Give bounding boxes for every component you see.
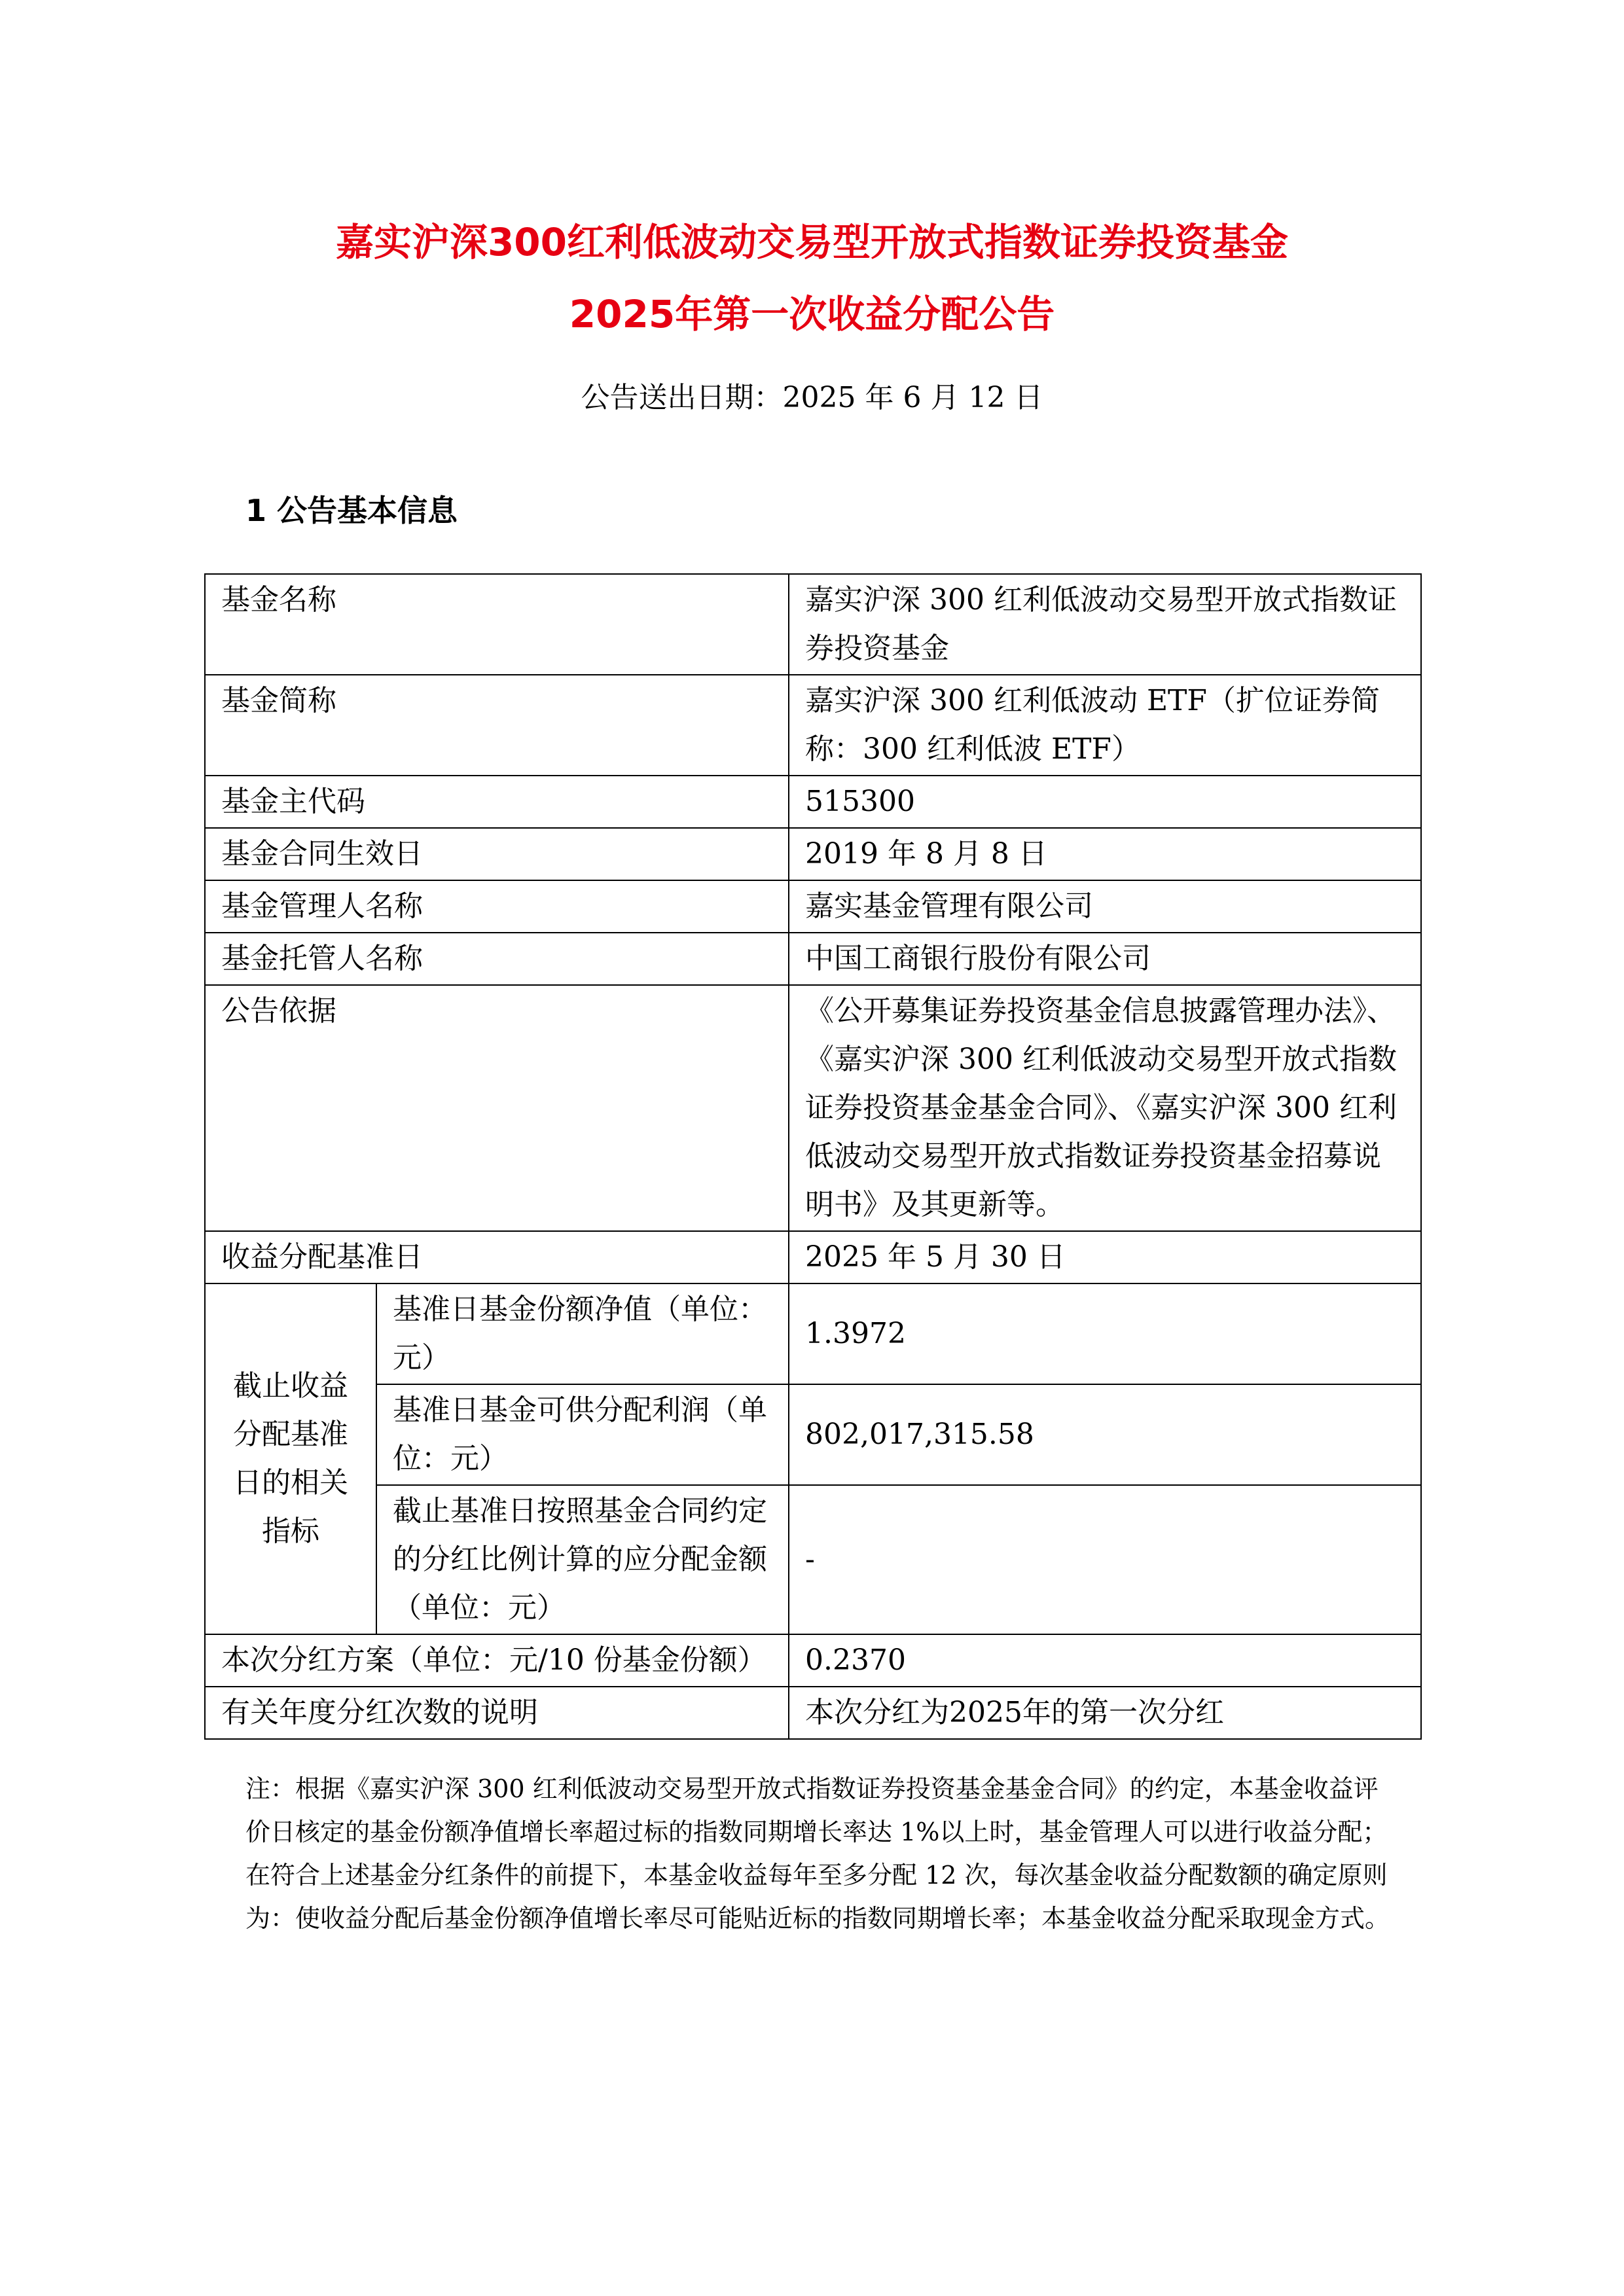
table-row bbox=[205, 574, 1421, 675]
custodian-value: 中国工商银行股份有限公司 bbox=[789, 933, 1421, 985]
nav-value: 1.3972 bbox=[789, 1283, 1421, 1384]
footnote: 注：根据《嘉实沪深 300 红利低波动交易型开放式指数证券投资基金基金合同》的约定，本基金收益评价日核定的基金份额净值增长率超过标的指数同期增长率达 1%以上时，基金管理人可以进行收益分配；在符合上述基金分红条件的前提下，本基金收益每年至多分配 12 次，每次基金收益分配数额的确定原则为：使收益分配后基金份额净值增长率尽可能贴近标的指数同期增长率；本基金收益分配采取现金方式。 bbox=[245, 1774, 1390, 1933]
payable-label: 截止基准日按照基金合同约定的分红比例计算的应分配金额（单位：元） bbox=[376, 1485, 789, 1634]
profit-value: 802,017,315.58 bbox=[789, 1384, 1421, 1485]
table-row bbox=[205, 1384, 1421, 1485]
custodian-label: 基金托管人名称 bbox=[205, 933, 789, 985]
announcement-date: 公告送出日期：2025 年 6 月 12 日 bbox=[581, 381, 1043, 414]
table-row bbox=[205, 1231, 1421, 1283]
table-row bbox=[205, 1634, 1421, 1687]
table-row bbox=[205, 985, 1421, 1231]
plan-value: 0.2370 bbox=[789, 1634, 1421, 1687]
table-row bbox=[205, 933, 1421, 985]
times-value: 本次分红为2025年的第一次分红 bbox=[789, 1687, 1421, 1739]
table-row bbox=[205, 1485, 1421, 1634]
fund-code-label: 基金主代码 bbox=[205, 776, 789, 828]
basis-value: 《公开募集证券投资基金信息披露管理办法》、《嘉实沪深 300 红利低波动交易型开放式指数证券投资基金基金合同》、《嘉实沪深 300 红利低波动交易型开放式指数证券投资基金招募说明书》及其更新等。 bbox=[789, 985, 1421, 1231]
base-date-label: 收益分配基准日 bbox=[205, 1231, 789, 1283]
indicator-group-label: 截止收益分配基准日的相关指标 bbox=[205, 1283, 376, 1634]
fund-name-label: 基金名称 bbox=[205, 574, 789, 675]
fund-short-name-value: 嘉实沪深 300 红利低波动 ETF（扩位证券简称：300 红利低波 ETF） bbox=[789, 675, 1421, 776]
basis-label: 公告依据 bbox=[205, 985, 789, 1231]
manager-label: 基金管理人名称 bbox=[205, 880, 789, 933]
section-heading: 1 公告基本信息 bbox=[245, 493, 458, 528]
fund-info-table bbox=[204, 573, 1422, 1740]
base-date-value: 2025 年 5 月 30 日 bbox=[789, 1231, 1421, 1283]
plan-label: 本次分红方案（单位：元/10 份基金份额） bbox=[205, 1634, 789, 1687]
document-title-line-2: 2025年第一次收益分配公告 bbox=[569, 292, 1055, 336]
table-row bbox=[205, 675, 1421, 776]
nav-label: 基准日基金份额净值（单位：元） bbox=[376, 1283, 789, 1384]
times-label: 有关年度分红次数的说明 bbox=[205, 1687, 789, 1739]
contract-date-value: 2019 年 8 月 8 日 bbox=[789, 828, 1421, 880]
table-row bbox=[205, 828, 1421, 880]
profit-label: 基准日基金可供分配利润（单位：元） bbox=[376, 1384, 789, 1485]
payable-value: - bbox=[789, 1485, 1421, 1634]
fund-name-value: 嘉实沪深 300 红利低波动交易型开放式指数证券投资基金 bbox=[789, 574, 1421, 675]
fund-code-value: 515300 bbox=[789, 776, 1421, 828]
contract-date-label: 基金合同生效日 bbox=[205, 828, 789, 880]
table-row bbox=[205, 880, 1421, 933]
table-row bbox=[205, 1283, 1421, 1384]
fund-short-name-label: 基金简称 bbox=[205, 675, 789, 776]
manager-value: 嘉实基金管理有限公司 bbox=[789, 880, 1421, 933]
document-title-line-1: 嘉实沪深300红利低波动交易型开放式指数证券投资基金 bbox=[335, 220, 1289, 264]
table-row bbox=[205, 776, 1421, 828]
table-row bbox=[205, 1687, 1421, 1739]
